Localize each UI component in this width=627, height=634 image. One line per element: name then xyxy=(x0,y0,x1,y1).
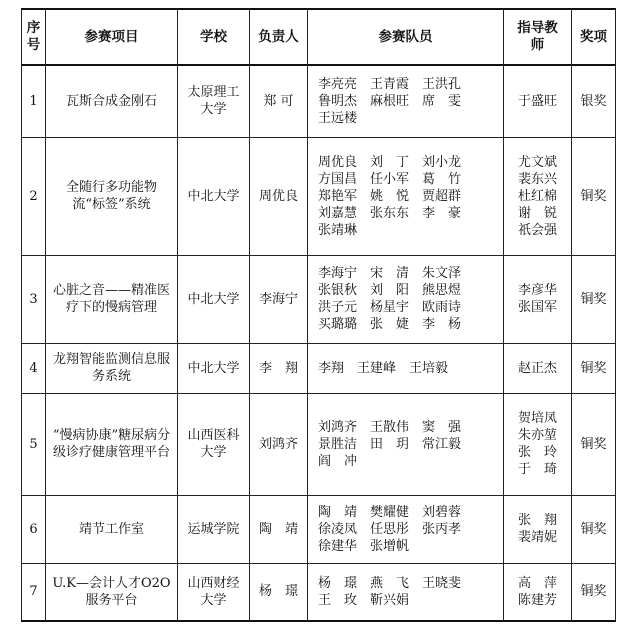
table-row xyxy=(22,137,616,255)
header-advisor: 指导教师 xyxy=(504,9,572,65)
cell-members xyxy=(308,343,504,393)
cell-advisor xyxy=(504,343,572,393)
cell-school: 太原理工大学 xyxy=(178,65,250,137)
cell-members xyxy=(308,393,504,495)
cell-project: 靖节工作室 xyxy=(46,495,178,563)
cell-advisor xyxy=(504,393,572,495)
cell-leader: 李海宁 xyxy=(250,255,308,343)
cell-members xyxy=(308,563,504,621)
cell-school: 山西财经大学 xyxy=(178,563,250,621)
member-line: 李翔 王建峰 王培毅 xyxy=(318,360,449,376)
cell-members xyxy=(308,255,504,343)
advisor-name: 贺培凤 xyxy=(517,411,557,426)
cell-award: 铜奖 xyxy=(572,255,616,343)
header-leader: 负责人 xyxy=(250,9,308,65)
cell-school: 中北大学 xyxy=(178,255,250,343)
member-line: 张靖琳 xyxy=(318,222,358,238)
cell-no: 1 xyxy=(22,65,46,137)
member-line: 陶 靖 樊耀健 刘碧蓉 xyxy=(318,504,462,520)
cell-no: 6 xyxy=(22,495,46,563)
advisor-name: 尤文斌 xyxy=(517,154,557,170)
cell-leader: 郑 可 xyxy=(250,65,308,137)
advisor-name: 于 琦 xyxy=(517,462,557,477)
member-line: 景胜洁 田 玥 常江毅 xyxy=(318,436,462,452)
member-line: 方国昌 任小军 葛 竹 xyxy=(318,171,462,187)
cell-school: 中北大学 xyxy=(178,343,250,393)
cell-project: 龙翔智能监测信息服务系统 xyxy=(46,343,178,393)
cell-advisor xyxy=(504,137,572,255)
advisor-name: 陈建芳 xyxy=(517,592,557,608)
cell-project: 全随行多功能物流“标签”系统 xyxy=(46,137,178,255)
advisor-name: 裴靖妮 xyxy=(517,530,557,545)
cell-award: 铜奖 xyxy=(572,393,616,495)
header-project: 参赛项目 xyxy=(46,9,178,65)
table-row xyxy=(22,255,616,343)
cell-no: 4 xyxy=(22,343,46,393)
cell-leader: 陶 靖 xyxy=(250,495,308,563)
table-row xyxy=(22,343,616,393)
member-line: 王 玫 靳兴娟 xyxy=(318,592,410,608)
member-line: 王远楼 xyxy=(318,110,358,126)
cell-no: 2 xyxy=(22,137,46,255)
cell-award: 铜奖 xyxy=(572,137,616,255)
member-line: 徐建华 张增帆 xyxy=(318,538,410,554)
header-school: 学校 xyxy=(178,9,250,65)
cell-members xyxy=(308,495,504,563)
cell-leader: 杨 璟 xyxy=(250,563,308,621)
cell-award: 铜奖 xyxy=(572,343,616,393)
member-line: 郑艳军 姚 悦 贾超群 xyxy=(318,188,462,204)
cell-no: 5 xyxy=(22,393,46,495)
member-line: 买璐璐 张 婕 李 杨 xyxy=(318,317,462,332)
cell-project: 心脏之音——精准医疗下的慢病管理 xyxy=(46,255,178,343)
cell-no: 3 xyxy=(22,255,46,343)
cell-project: “慢病协康”糖尿病分级诊疗健康管理平台 xyxy=(46,393,178,495)
cell-leader: 李 翔 xyxy=(250,343,308,393)
advisor-name: 高 萍 xyxy=(517,575,557,591)
cell-advisor xyxy=(504,65,572,137)
table-row xyxy=(22,563,616,621)
header-award: 奖项 xyxy=(572,9,616,65)
member-line: 刘鸿齐 王散伟 窦 强 xyxy=(318,419,462,435)
advisor-name: 张 翔 xyxy=(517,513,557,528)
member-line: 徐凌凤 任思彤 张丙孝 xyxy=(318,521,462,537)
table-row xyxy=(22,393,616,495)
cell-project: U.K—会计人才O2O服务平台 xyxy=(46,563,178,621)
member-line: 刘嘉慧 张东东 李 豪 xyxy=(318,205,462,221)
table-row xyxy=(22,495,616,563)
cell-project: 瓦斯合成金刚石 xyxy=(46,65,178,137)
advisor-name: 祇会强 xyxy=(517,222,557,238)
advisor-name: 李彦华 xyxy=(517,283,557,298)
advisor-name: 赵正杰 xyxy=(517,360,557,376)
advisor-name: 杜红棉 xyxy=(517,188,557,204)
awards-table xyxy=(21,8,616,622)
cell-advisor xyxy=(504,563,572,621)
member-line: 鲁明杰 麻根旺 席 雯 xyxy=(318,93,462,109)
advisor-name: 于盛旺 xyxy=(517,93,557,109)
cell-award: 铜奖 xyxy=(572,495,616,563)
cell-award: 银奖 xyxy=(572,65,616,137)
header-row xyxy=(22,9,616,65)
cell-advisor xyxy=(504,495,572,563)
member-line: 李亮亮 王青霞 王洪孔 xyxy=(318,76,462,92)
cell-members xyxy=(308,65,504,137)
cell-school: 中北大学 xyxy=(178,137,250,255)
member-line: 杨 璟 燕 飞 王晓斐 xyxy=(318,575,462,591)
cell-leader: 刘鸿齐 xyxy=(250,393,308,495)
member-line: 阎 冲 xyxy=(318,453,358,469)
advisor-name: 张 玲 xyxy=(517,445,557,460)
member-line: 周优良 刘 丁 刘小龙 xyxy=(318,154,462,170)
cell-leader: 周优良 xyxy=(250,137,308,255)
member-line: 张银秋 刘 阳 熊思煜 xyxy=(318,283,462,298)
member-line: 李海宁 宋 清 朱文泽 xyxy=(318,266,462,281)
member-line: 洪子元 杨星宇 欧雨诗 xyxy=(318,300,462,315)
cell-school: 运城学院 xyxy=(178,495,250,563)
advisor-name: 张国军 xyxy=(517,300,557,315)
table-row xyxy=(22,65,616,137)
cell-members xyxy=(308,137,504,255)
cell-school: 山西医科大学 xyxy=(178,393,250,495)
header-no: 序号 xyxy=(22,9,46,65)
advisor-name: 朱亦堃 xyxy=(517,428,557,443)
cell-award: 铜奖 xyxy=(572,563,616,621)
cell-no: 7 xyxy=(22,563,46,621)
advisor-name: 谢 锐 xyxy=(517,205,557,221)
advisor-name: 裴东兴 xyxy=(517,171,557,187)
cell-advisor xyxy=(504,255,572,343)
header-members: 参赛队员 xyxy=(308,9,504,65)
